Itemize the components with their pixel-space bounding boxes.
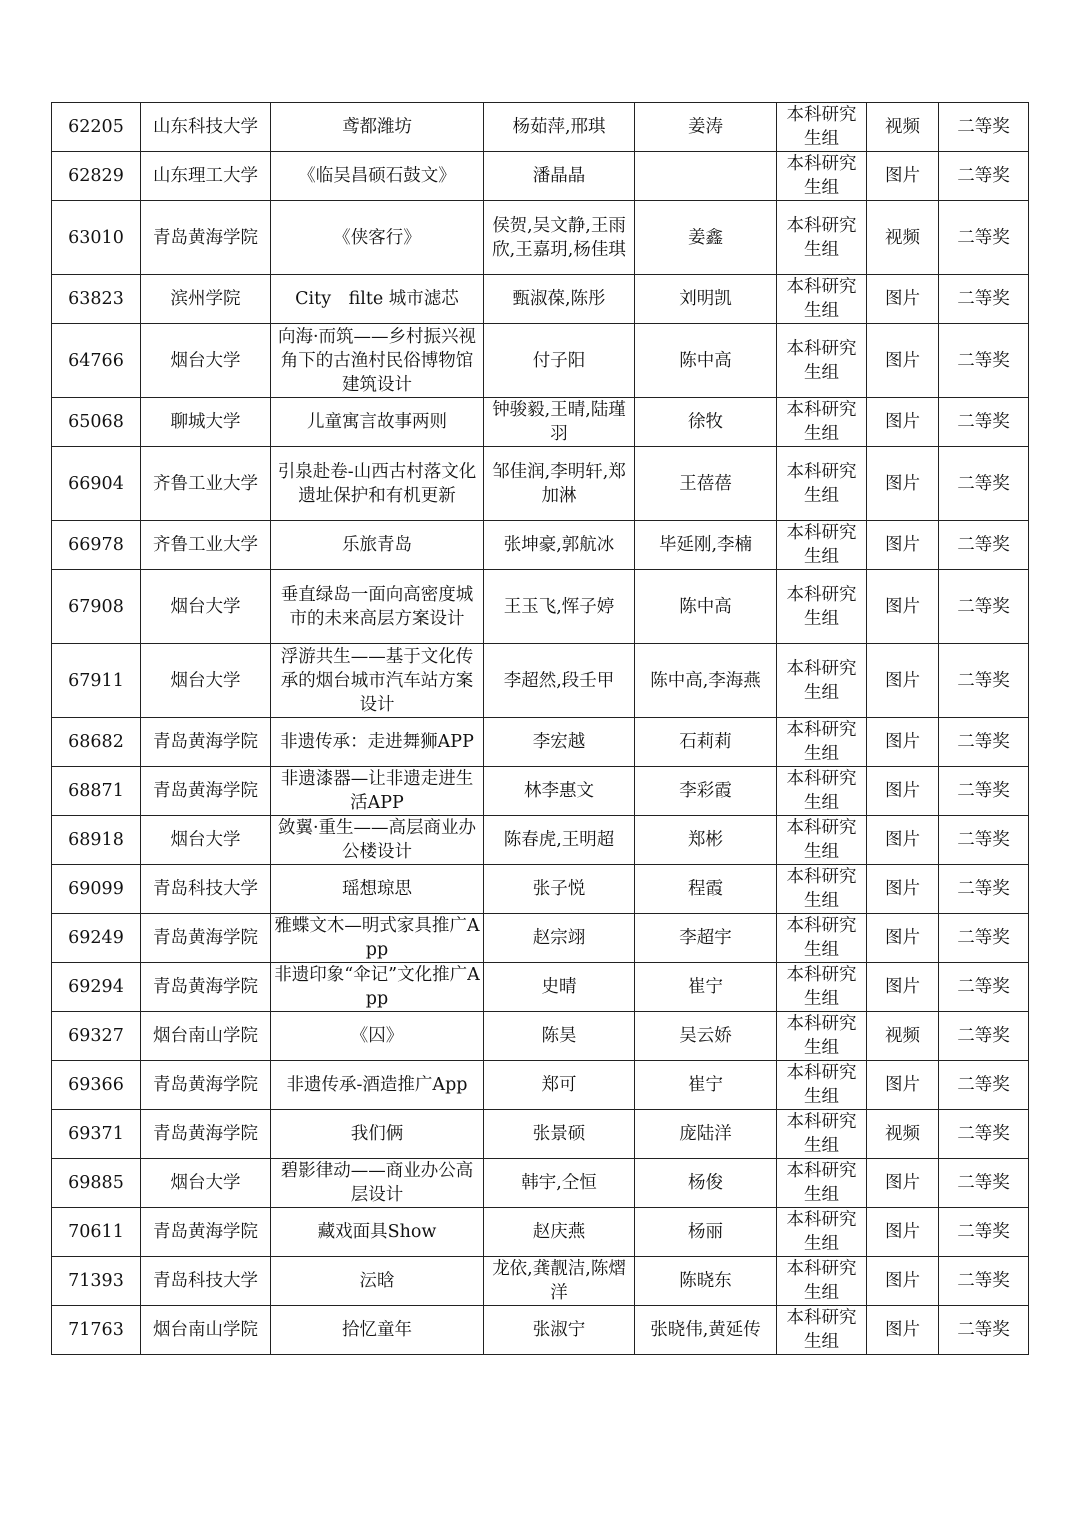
award-cell: 二等奖 <box>939 521 1029 570</box>
advisor-cell: 崔宁 <box>635 1061 777 1110</box>
group-cell: 本科研究生组 <box>777 1110 867 1159</box>
award-cell: 二等奖 <box>939 447 1029 521</box>
title-cell: 《临吴昌硕石鼓文》 <box>271 152 484 201</box>
title-cell: 雅蝶文木—明式家具推广App <box>271 914 484 963</box>
group-cell: 本科研究生组 <box>777 718 867 767</box>
award-cell: 二等奖 <box>939 767 1029 816</box>
group-cell: 本科研究生组 <box>777 1159 867 1208</box>
title-cell: 我们俩 <box>271 1110 484 1159</box>
group-cell: 本科研究生组 <box>777 865 867 914</box>
id-cell: 71763 <box>52 1306 141 1355</box>
advisor-cell: 李彩霞 <box>635 767 777 816</box>
id-cell: 69099 <box>52 865 141 914</box>
authors-cell: 杨茹萍,邢琪 <box>484 103 635 152</box>
school-cell: 青岛黄海学院 <box>141 201 271 275</box>
school-cell: 齐鲁工业大学 <box>141 447 271 521</box>
id-cell: 69327 <box>52 1012 141 1061</box>
table-body <box>52 103 1029 1355</box>
type-cell: 视频 <box>867 1012 939 1061</box>
title-cell: 浮游共生——基于文化传承的烟台城市汽车站方案设计 <box>271 644 484 718</box>
advisor-cell: 陈中高,李海燕 <box>635 644 777 718</box>
advisor-cell: 刘明凯 <box>635 275 777 324</box>
group-cell: 本科研究生组 <box>777 816 867 865</box>
table-row <box>52 1306 1029 1355</box>
type-cell: 图片 <box>867 152 939 201</box>
title-cell: 藏戏面具Show <box>271 1208 484 1257</box>
school-cell: 青岛黄海学院 <box>141 1110 271 1159</box>
school-cell: 烟台南山学院 <box>141 1012 271 1061</box>
authors-cell: 龙依,龚靓洁,陈熠洋 <box>484 1257 635 1306</box>
authors-cell: 张坤豪,郭航冰 <box>484 521 635 570</box>
table-row <box>52 963 1029 1012</box>
authors-cell: 赵宗翊 <box>484 914 635 963</box>
type-cell: 图片 <box>867 644 939 718</box>
title-cell: 非遗漆器—让非遗走进生活APP <box>271 767 484 816</box>
title-cell: 碧影律动——商业办公高层设计 <box>271 1159 484 1208</box>
advisor-cell: 崔宁 <box>635 963 777 1012</box>
school-cell: 烟台大学 <box>141 1159 271 1208</box>
title-cell: City filte 城市滤芯 <box>271 275 484 324</box>
advisor-cell <box>635 152 777 201</box>
title-cell: 敛翼·重生——高层商业办公楼设计 <box>271 816 484 865</box>
authors-cell: 侯贺,吴文静,王雨欣,王嘉玥,杨佳琪 <box>484 201 635 275</box>
authors-cell: 韩宇,仝恒 <box>484 1159 635 1208</box>
award-cell: 二等奖 <box>939 570 1029 644</box>
type-cell: 图片 <box>867 447 939 521</box>
award-cell: 二等奖 <box>939 1208 1029 1257</box>
school-cell: 山东科技大学 <box>141 103 271 152</box>
school-cell: 齐鲁工业大学 <box>141 521 271 570</box>
id-cell: 68918 <box>52 816 141 865</box>
id-cell: 68682 <box>52 718 141 767</box>
award-cell: 二等奖 <box>939 1110 1029 1159</box>
title-cell: 垂直绿岛一面向高密度城市的未来高层方案设计 <box>271 570 484 644</box>
title-cell: 引泉赴卷-山西古村落文化遗址保护和有机更新 <box>271 447 484 521</box>
advisor-cell: 杨俊 <box>635 1159 777 1208</box>
title-cell: 《侠客行》 <box>271 201 484 275</box>
school-cell: 青岛黄海学院 <box>141 1061 271 1110</box>
id-cell: 69371 <box>52 1110 141 1159</box>
advisor-cell: 徐牧 <box>635 398 777 447</box>
school-cell: 烟台大学 <box>141 816 271 865</box>
group-cell: 本科研究生组 <box>777 275 867 324</box>
id-cell: 69294 <box>52 963 141 1012</box>
authors-cell: 李宏越 <box>484 718 635 767</box>
id-cell: 70611 <box>52 1208 141 1257</box>
award-cell: 二等奖 <box>939 1306 1029 1355</box>
school-cell: 山东理工大学 <box>141 152 271 201</box>
advisor-cell: 姜鑫 <box>635 201 777 275</box>
school-cell: 青岛黄海学院 <box>141 963 271 1012</box>
id-cell: 68871 <box>52 767 141 816</box>
table-row <box>52 1257 1029 1306</box>
award-cell: 二等奖 <box>939 1012 1029 1061</box>
id-cell: 69885 <box>52 1159 141 1208</box>
table-row <box>52 324 1029 398</box>
id-cell: 69249 <box>52 914 141 963</box>
id-cell: 63823 <box>52 275 141 324</box>
title-cell: 非遗传承：走进舞狮APP <box>271 718 484 767</box>
table-row <box>52 103 1029 152</box>
id-cell: 62829 <box>52 152 141 201</box>
authors-cell: 李超然,段壬甲 <box>484 644 635 718</box>
type-cell: 图片 <box>867 1257 939 1306</box>
table-row <box>52 1061 1029 1110</box>
award-cell: 二等奖 <box>939 201 1029 275</box>
type-cell: 视频 <box>867 201 939 275</box>
type-cell: 图片 <box>867 767 939 816</box>
authors-cell: 潘晶晶 <box>484 152 635 201</box>
group-cell: 本科研究生组 <box>777 963 867 1012</box>
school-cell: 青岛黄海学院 <box>141 718 271 767</box>
group-cell: 本科研究生组 <box>777 324 867 398</box>
authors-cell: 赵庆燕 <box>484 1208 635 1257</box>
title-cell: 拾忆童年 <box>271 1306 484 1355</box>
group-cell: 本科研究生组 <box>777 1012 867 1061</box>
table-row <box>52 767 1029 816</box>
awards-table <box>51 102 1029 1355</box>
title-cell: 《囚》 <box>271 1012 484 1061</box>
id-cell: 67911 <box>52 644 141 718</box>
award-cell: 二等奖 <box>939 865 1029 914</box>
table-row <box>52 1012 1029 1061</box>
school-cell: 青岛黄海学院 <box>141 767 271 816</box>
id-cell: 66904 <box>52 447 141 521</box>
title-cell: 非遗印象“伞记”文化推广App <box>271 963 484 1012</box>
school-cell: 青岛科技大学 <box>141 865 271 914</box>
table-row <box>52 201 1029 275</box>
authors-cell: 张淑宁 <box>484 1306 635 1355</box>
group-cell: 本科研究生组 <box>777 398 867 447</box>
advisor-cell: 陈晓东 <box>635 1257 777 1306</box>
type-cell: 图片 <box>867 1306 939 1355</box>
advisor-cell: 杨丽 <box>635 1208 777 1257</box>
table-row <box>52 644 1029 718</box>
table-row <box>52 1208 1029 1257</box>
title-cell: 沄晗 <box>271 1257 484 1306</box>
award-cell: 二等奖 <box>939 914 1029 963</box>
award-cell: 二等奖 <box>939 398 1029 447</box>
advisor-cell: 陈中高 <box>635 570 777 644</box>
authors-cell: 甄淑葆,陈彤 <box>484 275 635 324</box>
id-cell: 63010 <box>52 201 141 275</box>
advisor-cell: 吴云娇 <box>635 1012 777 1061</box>
award-cell: 二等奖 <box>939 1061 1029 1110</box>
type-cell: 图片 <box>867 324 939 398</box>
group-cell: 本科研究生组 <box>777 1306 867 1355</box>
award-cell: 二等奖 <box>939 275 1029 324</box>
group-cell: 本科研究生组 <box>777 644 867 718</box>
title-cell: 瑶想琼思 <box>271 865 484 914</box>
table-row <box>52 447 1029 521</box>
award-cell: 二等奖 <box>939 152 1029 201</box>
table-row <box>52 521 1029 570</box>
authors-cell: 王玉飞,恽子婷 <box>484 570 635 644</box>
table-row <box>52 275 1029 324</box>
authors-cell: 张子悦 <box>484 865 635 914</box>
type-cell: 图片 <box>867 1208 939 1257</box>
group-cell: 本科研究生组 <box>777 447 867 521</box>
group-cell: 本科研究生组 <box>777 914 867 963</box>
group-cell: 本科研究生组 <box>777 1257 867 1306</box>
type-cell: 图片 <box>867 1061 939 1110</box>
award-cell: 二等奖 <box>939 644 1029 718</box>
school-cell: 青岛黄海学院 <box>141 914 271 963</box>
authors-cell: 邹佳润,李明轩,郑加淋 <box>484 447 635 521</box>
id-cell: 64766 <box>52 324 141 398</box>
id-cell: 67908 <box>52 570 141 644</box>
group-cell: 本科研究生组 <box>777 570 867 644</box>
advisor-cell: 张晓伟,黄延传 <box>635 1306 777 1355</box>
type-cell: 图片 <box>867 718 939 767</box>
title-cell: 非遗传承-酒造推广App <box>271 1061 484 1110</box>
type-cell: 视频 <box>867 103 939 152</box>
school-cell: 滨州学院 <box>141 275 271 324</box>
authors-cell: 郑可 <box>484 1061 635 1110</box>
school-cell: 烟台大学 <box>141 570 271 644</box>
table-row <box>52 816 1029 865</box>
id-cell: 71393 <box>52 1257 141 1306</box>
type-cell: 图片 <box>867 963 939 1012</box>
type-cell: 图片 <box>867 398 939 447</box>
award-cell: 二等奖 <box>939 1159 1029 1208</box>
advisor-cell: 石莉莉 <box>635 718 777 767</box>
advisor-cell: 陈中高 <box>635 324 777 398</box>
table-row <box>52 570 1029 644</box>
title-cell: 向海·而筑——乡村振兴视角下的古渔村民俗博物馆建筑设计 <box>271 324 484 398</box>
table-row <box>52 718 1029 767</box>
title-cell: 乐旅青岛 <box>271 521 484 570</box>
advisor-cell: 王蓓蓓 <box>635 447 777 521</box>
group-cell: 本科研究生组 <box>777 1208 867 1257</box>
award-cell: 二等奖 <box>939 963 1029 1012</box>
advisor-cell: 李超宇 <box>635 914 777 963</box>
authors-cell: 林李惠文 <box>484 767 635 816</box>
type-cell: 图片 <box>867 570 939 644</box>
table-row <box>52 865 1029 914</box>
award-cell: 二等奖 <box>939 1257 1029 1306</box>
id-cell: 69366 <box>52 1061 141 1110</box>
authors-cell: 史晴 <box>484 963 635 1012</box>
table-row <box>52 914 1029 963</box>
group-cell: 本科研究生组 <box>777 201 867 275</box>
school-cell: 烟台南山学院 <box>141 1306 271 1355</box>
authors-cell: 付子阳 <box>484 324 635 398</box>
authors-cell: 陈昊 <box>484 1012 635 1061</box>
school-cell: 青岛科技大学 <box>141 1257 271 1306</box>
title-cell: 儿童寓言故事两则 <box>271 398 484 447</box>
authors-cell: 陈春虎,王明超 <box>484 816 635 865</box>
group-cell: 本科研究生组 <box>777 103 867 152</box>
school-cell: 烟台大学 <box>141 644 271 718</box>
group-cell: 本科研究生组 <box>777 1061 867 1110</box>
title-cell: 鸢都潍坊 <box>271 103 484 152</box>
award-cell: 二等奖 <box>939 718 1029 767</box>
id-cell: 66978 <box>52 521 141 570</box>
type-cell: 图片 <box>867 914 939 963</box>
award-cell: 二等奖 <box>939 324 1029 398</box>
type-cell: 视频 <box>867 1110 939 1159</box>
advisor-cell: 庞陆洋 <box>635 1110 777 1159</box>
type-cell: 图片 <box>867 521 939 570</box>
award-cell: 二等奖 <box>939 103 1029 152</box>
group-cell: 本科研究生组 <box>777 152 867 201</box>
type-cell: 图片 <box>867 1159 939 1208</box>
type-cell: 图片 <box>867 275 939 324</box>
authors-cell: 张景硕 <box>484 1110 635 1159</box>
advisor-cell: 郑彬 <box>635 816 777 865</box>
table-row <box>52 1159 1029 1208</box>
table-row <box>52 398 1029 447</box>
id-cell: 65068 <box>52 398 141 447</box>
school-cell: 烟台大学 <box>141 324 271 398</box>
table-row <box>52 1110 1029 1159</box>
type-cell: 图片 <box>867 816 939 865</box>
advisor-cell: 程霞 <box>635 865 777 914</box>
group-cell: 本科研究生组 <box>777 521 867 570</box>
award-cell: 二等奖 <box>939 816 1029 865</box>
id-cell: 62205 <box>52 103 141 152</box>
type-cell: 图片 <box>867 865 939 914</box>
authors-cell: 钟骏毅,王晴,陆瑾羽 <box>484 398 635 447</box>
school-cell: 聊城大学 <box>141 398 271 447</box>
group-cell: 本科研究生组 <box>777 767 867 816</box>
school-cell: 青岛黄海学院 <box>141 1208 271 1257</box>
advisor-cell: 毕延刚,李楠 <box>635 521 777 570</box>
advisor-cell: 姜涛 <box>635 103 777 152</box>
table-row <box>52 152 1029 201</box>
